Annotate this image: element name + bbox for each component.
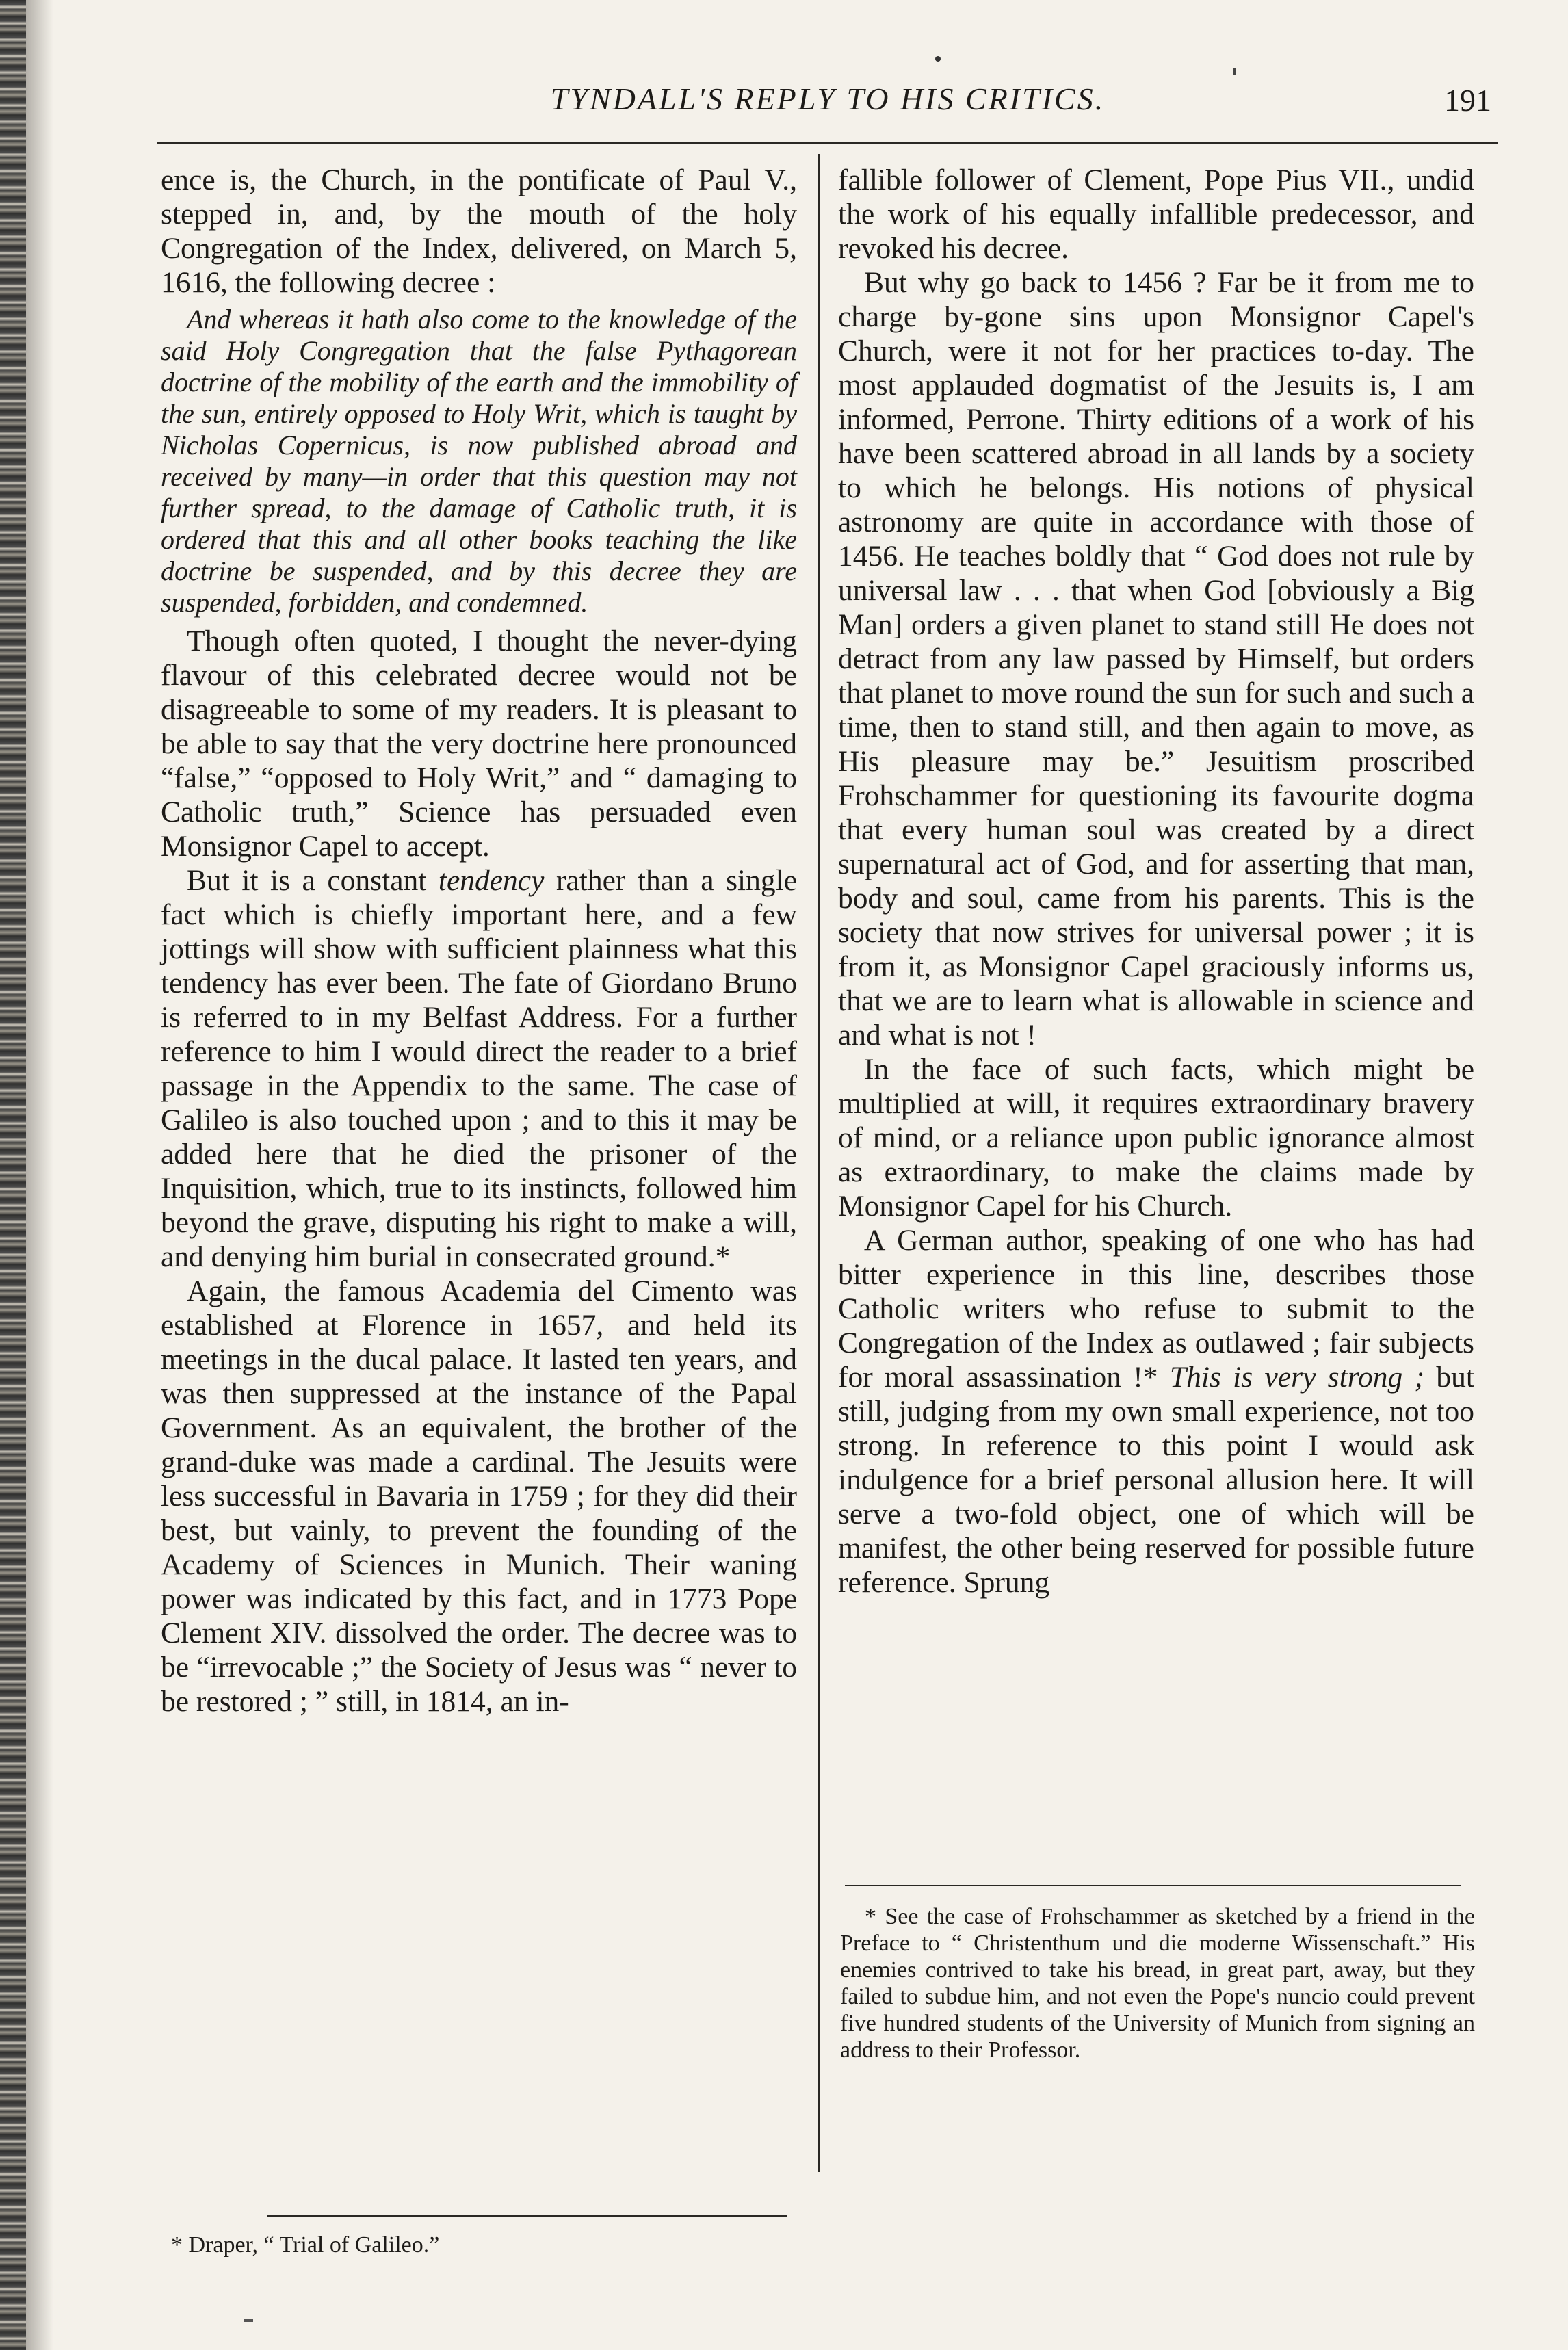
column-divider [818,154,820,2172]
paragraph: Again, the famous Academia del Cimento was established at Florence in 1657, and held its meetings in the ducal palace. It lasted ten years, and was then suppressed at the instance of the Papal Government. As an equivalent, the brother of the grand-duke was made a cardinal. The Jesuits were less successful in Bavaria in 1759 ; for they did their best, but vainly, to prevent the founding of the Academy of Sciences in Munich. Their waning power was indicated by this fact, and in 1773 Pope Clement XIV. dissolved the order. The decree was to be “irrevocable ;” the Society of Jesus was “ never to be restored ; ” still, in 1814, an in- [161,1275,797,1718]
print-mark [244,2319,253,2322]
emphasis: tendency [438,864,545,897]
emphasis: This is very strong ; [1169,1361,1425,1394]
print-speck [935,56,941,62]
footnote-right: * See the case of Frohschammer as sketched by a friend in the Preface to “ Christenthum und die moderne Wissenschaft.” His enemies contrived to take his bread, in great part, away, but they failed to subdue him, and not even the Pope's nuncio could prevent five hundred students of the University of Munich from signing an address to their Professor. [840,1904,1475,2063]
text-run: but still, judging from my own small experience, not too strong. In reference to this point I would ask indulgence for a brief personal allusion here. It will serve a two-fold object, one of which will be manifest, the other being reserved for possible future reference. Sprung [838,1361,1474,1599]
text-run: But it is a constant [187,864,439,897]
paragraph [838,1223,1474,1600]
paragraph: fallible follower of Clement, Pope Pius VII., undid the work of his equally infallible predecessor, and revoked his decree. [838,164,1474,265]
text-run: A German author, speaking of one who has had bitter experience in this line, describes those Catholic writers who refuse to submit to the Congregation of the Index as outlawed ; fair subjects for moral assassination !* [838,1224,1474,1394]
paragraph: Though often quoted, I thought the never-dying flavour of this celebrated decree would not be disagreeable to some of my readers. It is pleasant to be able to say that the very doctrine here pronounced “false,” “opposed to Holy Writ,” and “ damaging to Catholic truth,” Science has persuaded even Monsignor Capel to accept. [161,625,797,863]
decree-quote: And whereas it hath also come to the knowledge of the said Holy Congregation that the false Pythagorean doctrine of the mobility of the earth and the immobility of the sun, entirely opposed to Holy Writ, which is taught by Nicholas Copernicus, is now published abroad and received by many—in order that this question may not further spread, to the damage of Catholic truth, it is ordered that this and all other books teaching the like doctrine be suspended, and by this decree they are suspended, forbidden, and condemned. [161,304,797,618]
text-run: rather than a single fact which is chiefly important here, and a few jottings will show with sufficient plainness what this tendency has ever been. The fate of Giordano Bruno is referred to in my Belfast Address. For a further reference to him I would direct the reader to a brief passage in the Appendix to the same. The case of Galileo is also touched upon ; and to this it may be added here that he died the prisoner of the Inquisition, which, true to its instincts, followed him beyond the grave, disputing his right to make a will, and denying him burial in consecrated ground.* [161,864,798,1273]
left-column [161,163,797,1719]
page-header [157,74,1498,135]
paragraph: In the face of such facts, which might be multiplied at will, it requires extraordinary bravery of mind, or a reliance upon public ignorance almost as extraordinary, to make the claims made by Monsignor Capel for his Church. [838,1053,1474,1223]
paragraph [161,863,797,1274]
binding-shadow [26,0,53,2350]
right-column [838,163,1474,1600]
paragraph: But why go back to 1456 ? Far be it from me to charge by-gone sins upon Monsignor Capel's Church, were it not for her practices to-day. The most applauded dogmatist of the Jesuits is, I am informed, Perrone. Thirty editions of a work of his have been scattered abroad in all lands by a society to which he belongs. His notions of physical astronomy are quite in accordance with those of 1456. He teaches boldly that “ God does not rule by universal law . . . that when God [obviously a Big Man] orders a given planet to stand still He does not detract from any law passed by Himself, but orders that planet to move round the sun for such and such a time, then to stand still, and then again to move, as His pleasure may be.” Jesuitism proscribed Frohschammer for questioning its favourite dogma that every human soul was created by a direct supernatural act of God, and for asserting that man, body and soul, came from his parents. This is the society that now strives for universal power ; it is from it, as Monsignor Capel graciously informs us, that we are to learn what is allowable in science and and what is not ! [838,266,1474,1052]
footnote-rule [845,1885,1461,1886]
book-binding-edge [0,0,26,2350]
paragraph: ence is, the Church, in the pontificate of Paul V., stepped in, and, by the mouth of the holy Congregation of the Index, delivered, on March 5, 1616, the following decree : [161,164,797,299]
footnote-rule [267,2215,787,2217]
page-number: 191 [1444,83,1491,118]
footnote-left: * Draper, “ Trial of Galileo.” [171,2232,440,2258]
header-rule [157,142,1498,144]
running-title: TYNDALL'S REPLY TO HIS CRITICS. [550,81,1106,116]
